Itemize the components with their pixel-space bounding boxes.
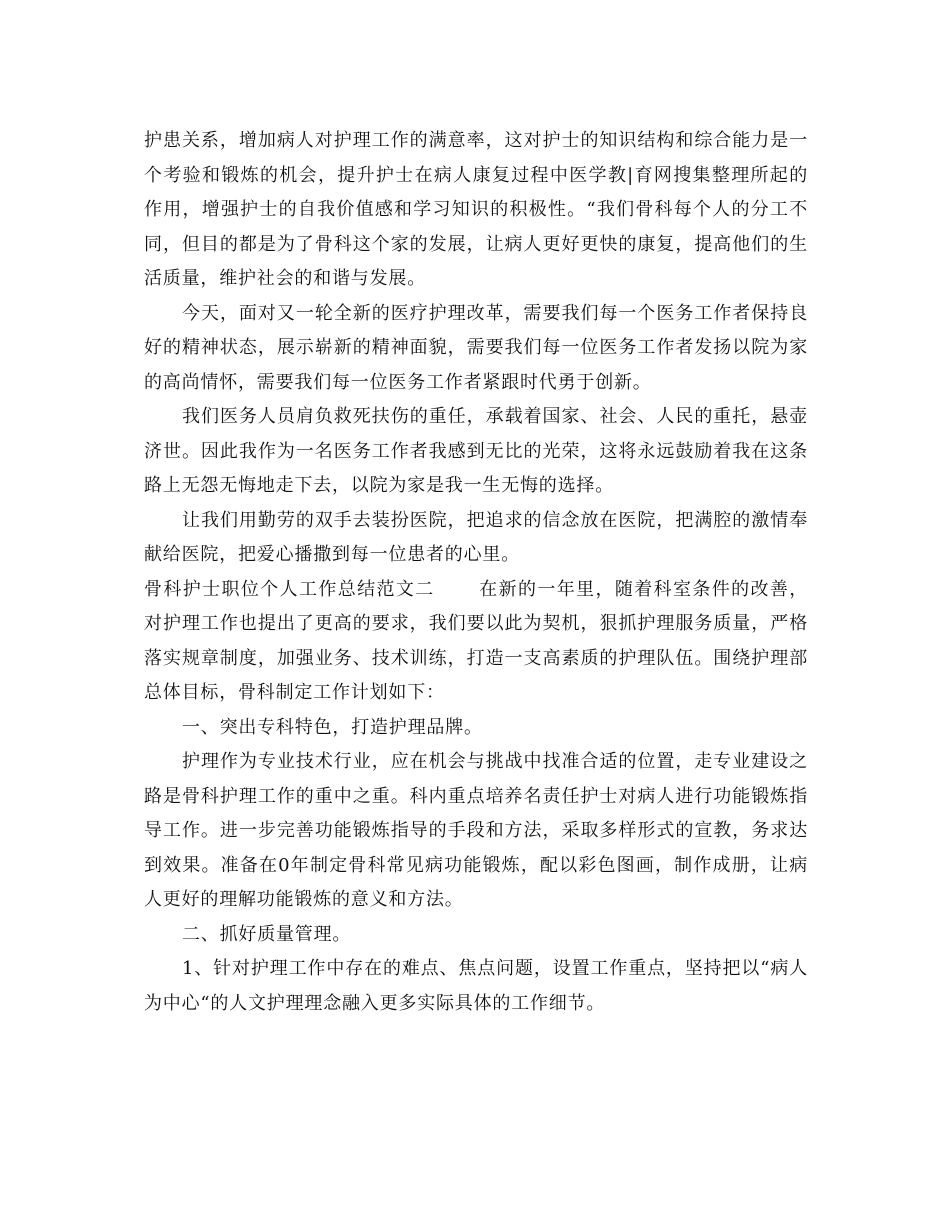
paragraph-1: 护患关系，增加病人对护理工作的满意率，这对护士的知识结构和综合能力是一个考验和锻炼的机会，提升护士在病人康复过程中医学教|育网搜集整理所起的作用，增强护士的自我价值感和学习知识的积极性。“我们骨科每个人的分工不同，但目的都是为了骨科这个家的发展，让病人更好更快的康复，提高他们的生活质量，维护社会的和谐与发展。 <box>144 130 808 289</box>
paragraph-2: 今天，面对又一轮全新的医疗护理改革，需要我们每一个医务工作者保持良好的精神状态，展示崭新的精神面貌，需要我们每一位医务工作者发扬以院为家的高尚情怀，需要我们每一位医务工作者紧跟时代勇于创新。 <box>144 302 808 393</box>
paragraph-6: 护理作为专业技术行业，应在机会与挑战中找准合适的位置，走专业建设之路是骨科护理工作的重中之重。科内重点培养名责任护士对病人进行功能锻炼指导工作。进一步完善功能锻炼指导的手段和方法，采取多样形式的宣教，务求达到效果。准备在0年制定骨科常见病功能锻炼，配以彩色图画，制作成册，让病人更好的理解功能锻炼的意义和方法。 <box>144 751 808 910</box>
paragraph-7: 二、抓好质量管理。 <box>182 923 352 945</box>
paragraph-3: 我们医务人员肩负救死扶伤的重任，承载着国家、社会、人民的重托，悬壶济世。因此我作为一名医务工作者我感到无比的光荣，这将永远鼓励着我在这条路上无怨无悔地走下去，以院为家是我一生无悔的选择。 <box>144 406 808 496</box>
section-intro-paragraph <box>144 573 808 711</box>
document-body <box>144 124 808 1021</box>
section-title: 骨科护士职位个人工作总结范文二 <box>144 578 435 600</box>
section-intro-text: 在新的一年里，随着科室条件的改善，对护理工作也提出了更高的要求，我们要以此为契机，狠抓护理服务质量，严格落实规章制度，加强业务、技术训练，打造一支高素质的护理队伍。围绕护理部总体目标，骨科制定工作计划如下： <box>144 578 808 703</box>
paragraph-4: 让我们用勤劳的双手去装扮医院，把追求的信念放在医院，把满腔的激情奉献给医院，把爱心播撒到每一位患者的心里。 <box>144 509 808 565</box>
paragraph-5: 一、突出专科特色，打造护理品牌。 <box>182 716 483 738</box>
paragraph-8: 1、针对护理工作中存在的难点、焦点问题，设置工作重点，坚持把以“病人为中心“的人文护理理念融入更多实际具体的工作细节。 <box>144 958 808 1014</box>
